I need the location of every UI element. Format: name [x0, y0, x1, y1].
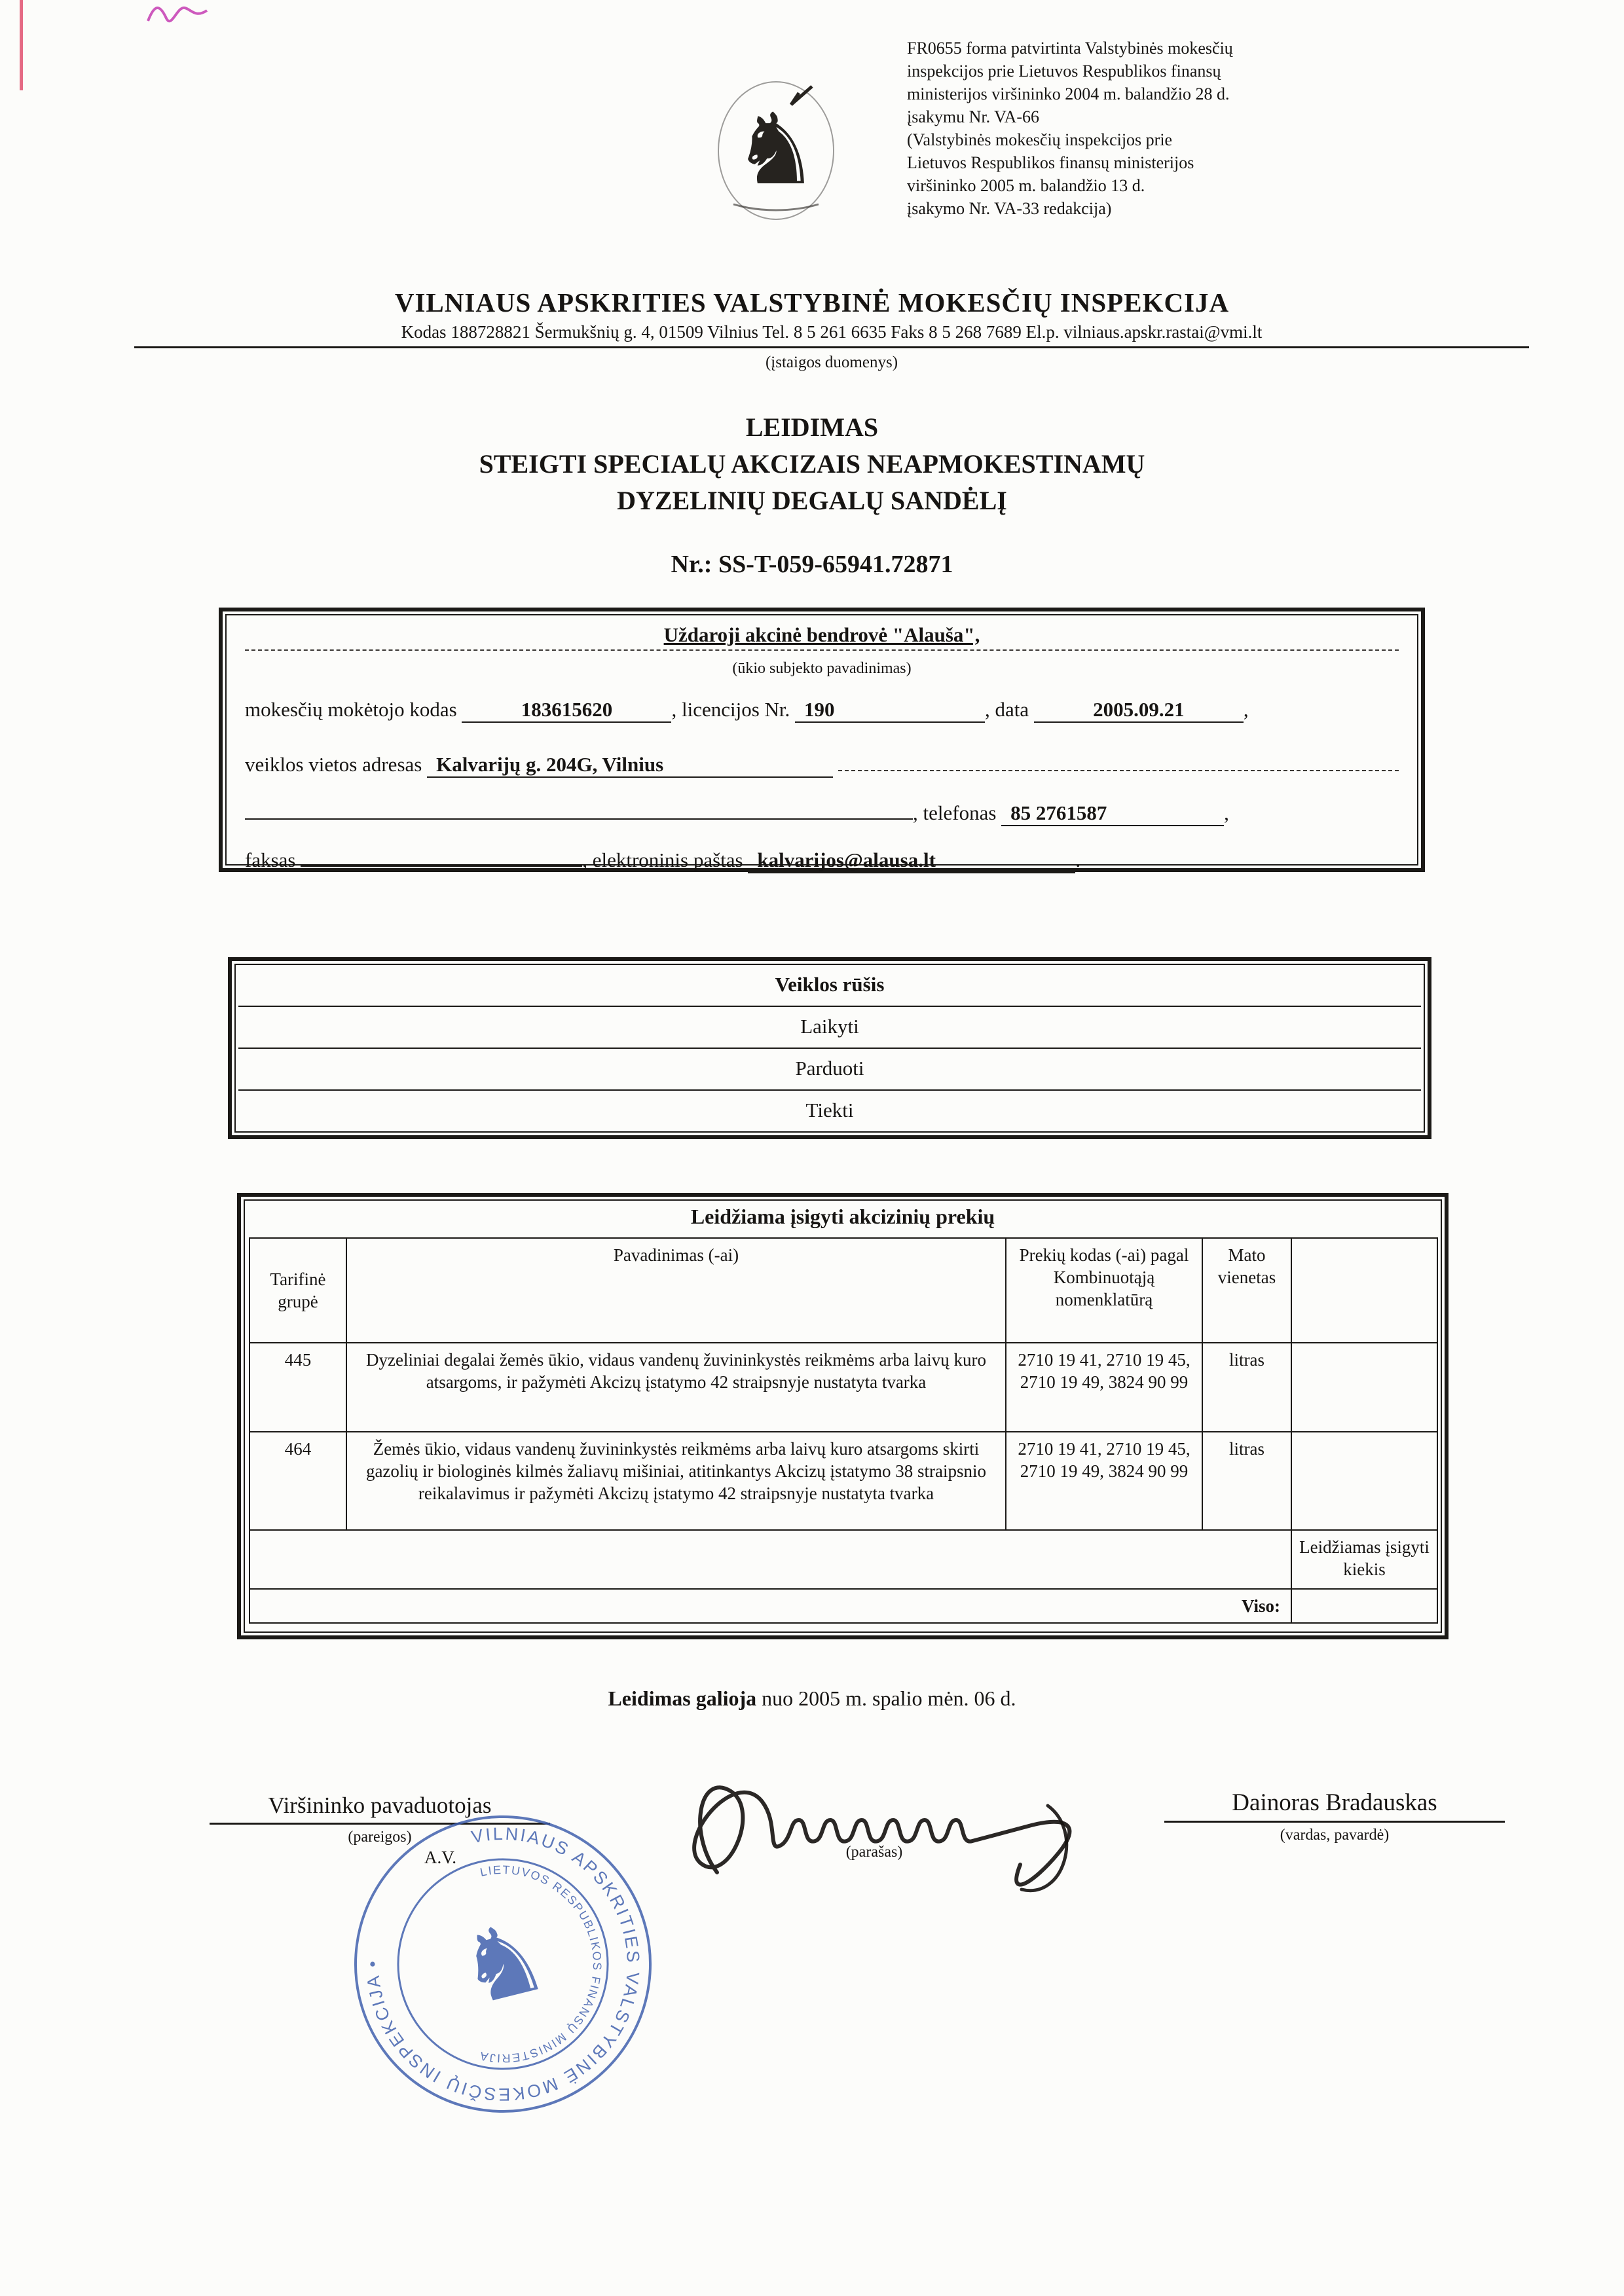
- signature-caption: (parašas): [845, 1844, 903, 1861]
- header-qty-empty: [1291, 1238, 1437, 1343]
- validity-line: [131, 1686, 1493, 1711]
- activity-item: Tiekti: [805, 1099, 854, 1121]
- document-title: [131, 409, 1493, 519]
- fax-label: faksas: [245, 848, 296, 872]
- form-note-line: viršininko 2005 m. balandžio 13 d.: [907, 176, 1145, 195]
- row-code: 2710 19 41, 2710 19 45, 2710 19 49, 3824 90 99: [1006, 1432, 1202, 1530]
- form-note-line: įsakymo Nr. VA-33 redakcija): [907, 199, 1112, 218]
- comma: ,: [1243, 698, 1249, 721]
- handwritten-signature: [655, 1728, 1100, 1931]
- goods-table-box: [237, 1193, 1449, 1639]
- row-code: 2710 19 41, 2710 19 45, 2710 19 49, 3824 90 99: [1006, 1343, 1202, 1432]
- licence-number-value: 190: [795, 698, 985, 723]
- document-title-line1: LEIDIMAS: [745, 412, 879, 442]
- form-approval-note: [907, 37, 1365, 220]
- taxpayer-line: [245, 698, 1399, 723]
- signer-name: Dainoras Bradauskas: [1164, 1789, 1505, 1823]
- signer-name-caption: (vardas, pavardė): [1280, 1827, 1390, 1844]
- coat-of-arms: [707, 73, 845, 227]
- svg-text:♞: ♞: [731, 93, 821, 207]
- subject-box: [219, 608, 1425, 872]
- corner-ink-mark: [144, 1, 216, 27]
- phone-value: 85 2761587: [1001, 801, 1224, 826]
- taxpayer-code-value: 183615620: [462, 698, 671, 723]
- row-qty: [1291, 1432, 1437, 1530]
- blank-line: [245, 797, 913, 820]
- activity-item: Parduoti: [238, 1050, 1421, 1091]
- validity-rest: nuo 2005 m. spalio mėn. 06 d.: [756, 1686, 1016, 1710]
- licence-label: , licencijos Nr.: [671, 698, 790, 721]
- total-value-empty: [1291, 1589, 1437, 1623]
- row-qty: [1291, 1343, 1437, 1432]
- comma: ,: [1224, 801, 1229, 825]
- licence-date-value: 2005.09.21: [1034, 698, 1244, 723]
- row-name: Dyzeliniai degalai žemės ūkio, vidaus vandenų žuvininkystės reikmėms arba laivų kuro atsargoms, ir pažymėti Akcizų įstatymo 42 straipsnyje nustatyta tvarka: [346, 1343, 1006, 1432]
- vytis-knight-icon: [707, 73, 845, 227]
- row-unit: litras: [1202, 1432, 1291, 1530]
- validity-bold: Leidimas galioja: [608, 1686, 757, 1710]
- phone-line: [245, 797, 1399, 826]
- filler-line: [838, 749, 1399, 771]
- form-note-line: inspekcijos prie Lietuvos Respublikos finansų: [907, 62, 1221, 81]
- form-note-line: FR0655 forma patvirtinta Valstybinės mokesčių: [907, 39, 1233, 58]
- row-unit: litras: [1202, 1343, 1291, 1432]
- scan-edge-line: [20, 0, 23, 90]
- document-title-line2: STEIGTI SPECIALŲ AKCIZAIS NEAPMOKESTINAMŲ: [479, 449, 1145, 479]
- allowed-qty-empty: [249, 1530, 1291, 1589]
- signer-position: Viršininko pavaduotojas: [210, 1793, 550, 1825]
- activity-item: Laikyti: [238, 1008, 1421, 1049]
- date-label: , data: [985, 698, 1029, 721]
- phone-label: , telefonas: [913, 801, 997, 825]
- fax-blank-line: [301, 845, 582, 867]
- activity-box: [228, 957, 1431, 1139]
- address-value: Kalvarijų g. 204G, Vilnius: [427, 753, 833, 778]
- institution-contact-line: Kodas 188728821 Šermukšnių g. 4, 01509 Vilnius Tel. 8 5 261 6635 Faks 8 5 268 7689 El.p. vilniaus.apskr.rastai@vmi.lt: [134, 322, 1529, 348]
- row-tariff-group: 445: [249, 1343, 346, 1432]
- institution-name: VILNIAUS APSKRITIES VALSTYBINĖ MOKESČIŲ INSPEKCIJA: [394, 287, 1230, 318]
- goods-table-row: [249, 1432, 1437, 1530]
- document-number: Nr.: SS-T-059-65941.72871: [671, 551, 953, 578]
- goods-table-row: [249, 1343, 1437, 1432]
- header-code: Prekių kodas (-ai) pagal Kombinuotąją nomenklatūrą: [1006, 1238, 1202, 1343]
- email-label: , elektroninis paštas: [582, 848, 743, 872]
- document-title-line3: DYZELINIŲ DEGALŲ SANDĖLĮ: [617, 486, 1007, 515]
- goods-table: [249, 1237, 1438, 1624]
- total-row: [249, 1589, 1437, 1623]
- taxpayer-code-label: mokesčių mokėtojo kodas: [245, 698, 457, 721]
- allowed-qty-label: Leidžiamas įsigyti kiekis: [1291, 1530, 1437, 1589]
- signer-name-block: [1164, 1789, 1505, 1844]
- goods-table-header-row: [249, 1238, 1437, 1343]
- header-tariff-group: Tarifinė grupė: [249, 1238, 346, 1343]
- header-name: Pavadinimas (-ai): [346, 1238, 1006, 1343]
- institution-contact-caption: (įstaigos duomenys): [765, 354, 898, 371]
- form-note-line: ministerijos viršininko 2004 m. balandžio 28 d.: [907, 84, 1230, 103]
- stamp-inner-ring-text: LIETUVOS RESPUBLIKOS FINANSŲ MINISTERIJA: [477, 1863, 604, 2066]
- goods-table-title: Leidžiama įsigyti akcizinių prekių: [690, 1205, 995, 1228]
- activity-title: Veiklos rūšis: [238, 966, 1421, 1007]
- header-unit: Mato vienetas: [1202, 1238, 1291, 1343]
- email-value: kalvarijos@alausa.lt: [748, 848, 1075, 873]
- form-note-line: Lietuvos Respublikos finansų ministerijos: [907, 153, 1194, 172]
- row-name: Žemės ūkio, vidaus vandenų žuvininkystės reikmėms arba laivų kuro atsargoms skirti gazolių ir biologinės kilmės žaliavų mišiniai, atitinkantys Akcizų įstatymo 38 straipsnio reikalavimus ir pažymėti Akcizų įstatymo 42 straipsnyje nustatyta tvarka: [346, 1432, 1006, 1530]
- stamp-knight-icon: ♞: [446, 1897, 560, 2030]
- av-mark: A.V.: [424, 1848, 457, 1867]
- total-label: Viso:: [249, 1589, 1291, 1623]
- form-note-line: įsakymu Nr. VA-66: [907, 107, 1039, 126]
- address-line: [245, 749, 1399, 778]
- signer-position-caption: (pareigos): [348, 1829, 412, 1846]
- row-tariff-group: 464: [249, 1432, 346, 1530]
- company-caption: (ūkio subjekto pavadinimas): [732, 660, 912, 677]
- allowed-qty-row: [249, 1530, 1437, 1589]
- form-note-line: (Valstybinės mokesčių inspekcijos prie: [907, 130, 1173, 149]
- address-label: veiklos vietos adresas: [245, 753, 422, 776]
- fax-email-line: [245, 845, 1399, 873]
- period: .: [1075, 848, 1081, 872]
- company-name: Uždaroji akcinė bendrovė "Alauša",: [663, 623, 980, 646]
- stamp-ring-text: VILNIAUS APSKRITIES VALSTYBINĖ MOKESČIŲ INSPEKCIJA •: [362, 1823, 644, 2105]
